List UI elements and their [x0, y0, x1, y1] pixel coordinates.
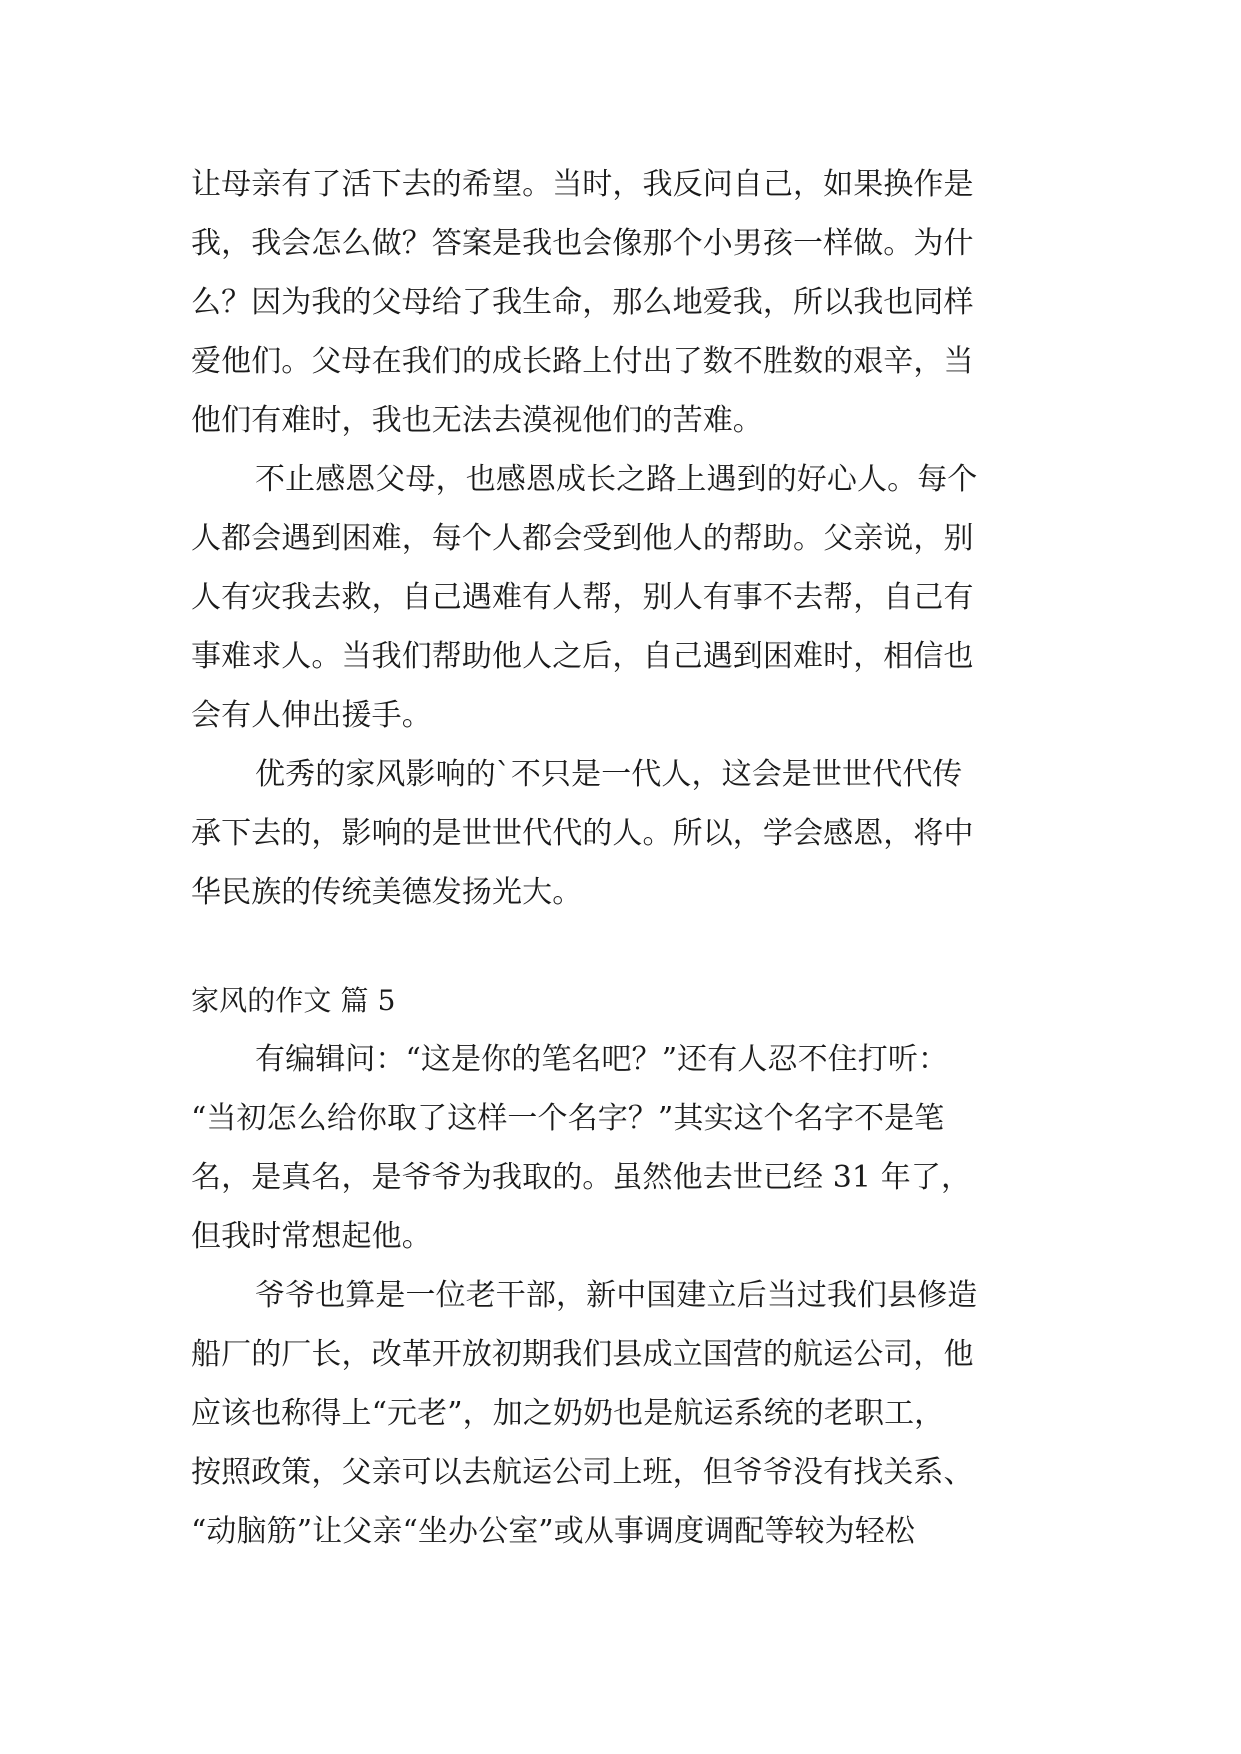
text-line: 人都会遇到困难，每个人都会受到他人的帮助。父亲说，别 [191, 521, 974, 556]
text-line: 船厂的厂长，改革开放初期我们县成立国营的航运公司，他 [191, 1337, 974, 1372]
text-line: 应该也称得上“元老”，加之奶奶也是航运系统的老职工， [191, 1396, 945, 1431]
paragraph-first-line: 有编辑问：“这是你的笔名吧？”还有人忍不住打听： [255, 1042, 949, 1077]
paragraph-first-line: 不止感恩父母，也感恩成长之路上遇到的好心人。每个 [255, 462, 978, 497]
text-line: “动脑筋”让父亲“坐办公室”或从事调度调配等较为轻松 [191, 1514, 915, 1549]
text-line: 名，是真名，是爷爷为我取的。虽然他去世已经 31 年了， [191, 1160, 972, 1195]
text-line: 承下去的，影响的是世世代代的人。所以，学会感恩，将中 [191, 816, 974, 851]
text-line: 让母亲有了活下去的希望。当时，我反问自己，如果换作是 [191, 167, 974, 202]
section-heading: 家风的作文 篇 5 [191, 984, 396, 1017]
text-line: 事难求人。当我们帮助他人之后，自己遇到困难时，相信也 [191, 639, 974, 674]
paragraph-first-line: 爷爷也算是一位老干部，新中国建立后当过我们县修造 [255, 1278, 978, 1313]
text-line: 我，我会怎么做？答案是我也会像那个小男孩一样做。为什 [191, 226, 974, 261]
text-line: 按照政策，父亲可以去航运公司上班，但爷爷没有找关系、 [191, 1455, 974, 1490]
text-line: 人有灾我去救，自己遇难有人帮，别人有事不去帮，自己有 [191, 580, 974, 615]
text-line: 华民族的传统美德发扬光大。 [191, 875, 583, 910]
text-line: 会有人伸出援手。 [191, 698, 432, 733]
text-line: 爱他们。父母在我们的成长路上付出了数不胜数的艰辛，当 [191, 344, 974, 379]
text-line: “当初怎么给你取了这样一个名字？”其实这个名字不是笔 [191, 1101, 945, 1136]
text-line: 么？因为我的父母给了我生命，那么地爱我，所以我也同样 [191, 285, 974, 320]
text-line: 他们有难时，我也无法去漠视他们的苦难。 [191, 403, 763, 438]
paragraph-first-line: 优秀的家风影响的`不只是一代人，这会是世世代代传 [255, 757, 963, 792]
text-line: 但我时常想起他。 [191, 1219, 432, 1254]
